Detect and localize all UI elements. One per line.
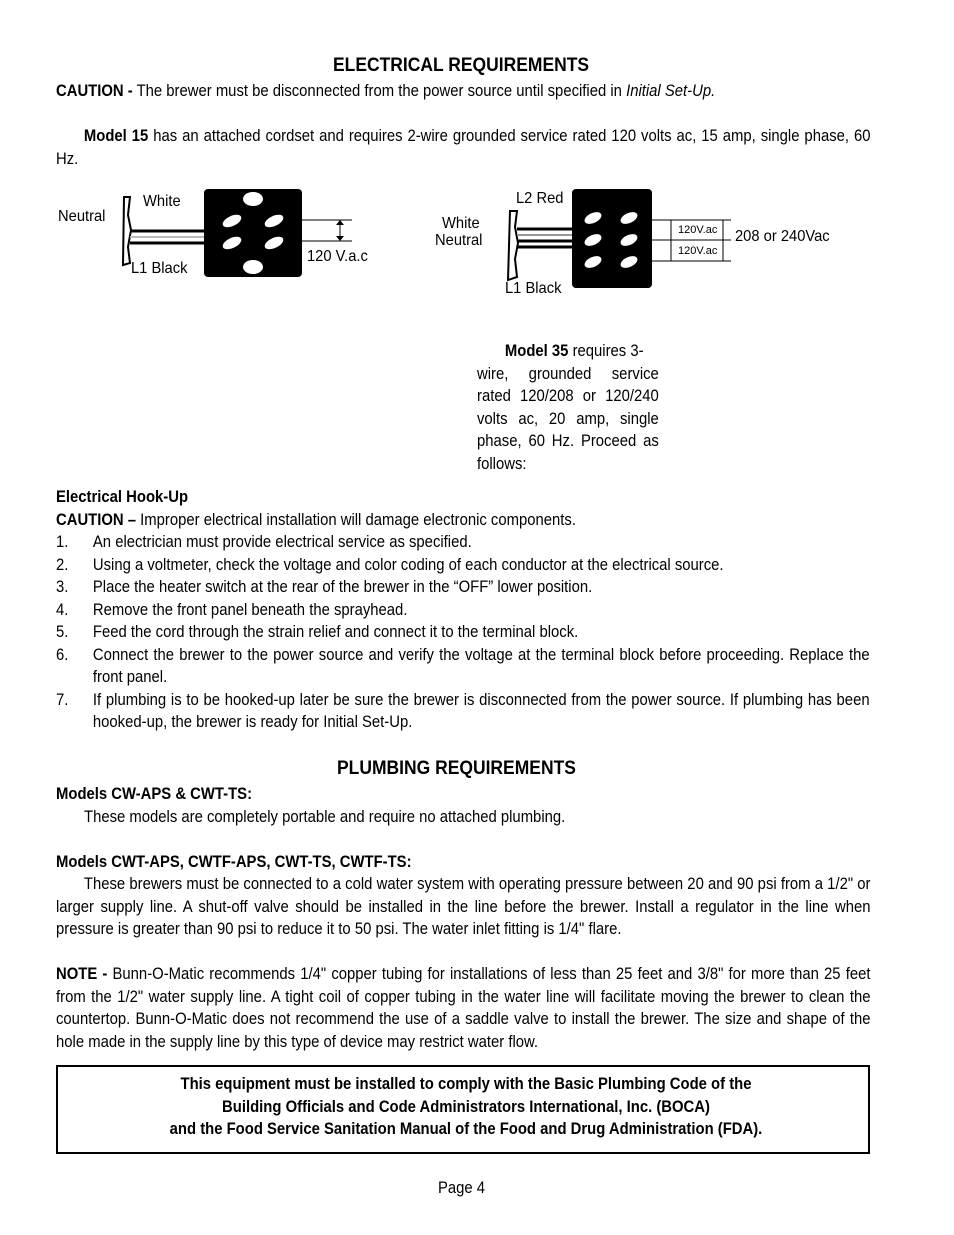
caution-text: The brewer must be disconnected from the power source until specified in [132,82,627,100]
step-text: An electrician must provide electrical service as specified. [92,533,472,551]
diagram2-l1-label: L1 Black [505,280,562,297]
compliance-notice-text [57,1073,876,1141]
step-number: 3. [56,578,69,596]
model35-line-0: requires 3- [568,342,644,360]
hookup-caution-text: Improper electrical installation will damage electronic components. [136,511,576,529]
diagram2-neutral-label: Neutral [435,232,483,249]
hookup-heading: Electrical Hook-Up [56,488,189,506]
diagram1-voltage-label: 120 V.a.c [307,248,368,265]
model35-line-4: phase, 60 Hz. Proceed as [477,432,659,450]
step-number: 5. [56,623,69,641]
diagram2-total-label: 208 or 240Vac [735,228,830,245]
terminal-block-2 [572,189,652,288]
model15-label: Model 15 [83,127,149,145]
model35-paragraph [477,340,659,475]
step-text: Remove the front panel beneath the sprayhead. [92,600,408,619]
step-number: 1. [56,533,69,551]
hookup-caution [56,509,576,532]
model35-line-2: rated 120/208 or 120/240 [477,387,659,405]
plumbing-note-paragraph [56,963,871,1053]
initial-setup-ref: Initial Set-Up. [626,82,716,100]
model35-line-5: follows: [477,454,527,473]
step-number: 7. [56,690,69,709]
plumbing-sub1-text: These models are completely portable and require no attached plumbing. [84,808,566,826]
plumbing-sub2-text: These brewers must be connected to a cold water system with operating pressure between 20 and 90 psi from a 1/2" or larger supply line. A shut-off valve should be installed in the line before the brewer. Install a regulator in the line when pressure is greater than 90 psi to reduce it to 50 psi. The water inlet fitting is 1/4" flare. [56,875,871,938]
diagram2-v1-label: 120V.ac [678,224,718,236]
model35-line-3: volts ac, 20 amp, single [477,409,659,428]
model35-label: Model 35 [504,342,569,360]
diagram1-white-label: White [143,193,181,210]
compliance-line-2: Building Officials and Code Administrators International, Inc. (BOCA) [222,1097,710,1116]
diagram2-v2-label: 120V.ac [678,245,718,257]
diagram1-l1-label: L1 Black [131,260,188,277]
step-number: 2. [56,555,69,574]
caution-label: CAUTION - [56,82,133,100]
diagram2-white-label: White [442,215,480,232]
diagram2-l2-label: L2 Red [516,190,564,207]
note-text: Bunn-O-Matic recommends 1/4" copper tubing for installations of less than 25 feet and 3/8" for more than 25 feet from the 1/2" water supply line. A tight coil of copper tubing in the water line will facilitate moving the brewer to clean the countertop. Bunn-O-Matic does not recommend the use of a saddle valve to install the brewer. The size and shape of the hole made in the supply line by this type of device may restrict water flow. [56,965,871,1051]
plug-outline-left [123,197,131,265]
hookup-steps-list [56,531,871,731]
electrical-requirements-heading: ELECTRICAL REQUIREMENTS [333,55,590,76]
plumbing-sub2-heading: Models CWT-APS, CWTF-APS, CWT-TS, CWTF-TS: [56,853,412,871]
step-text: Feed the cord through the strain relief and connect it to the terminal block. [92,623,579,641]
note-label: NOTE - [56,965,108,983]
plumbing-sub1-heading: Models CW-APS & CWT-TS: [56,785,253,803]
diagram1-neutral-label: Neutral [58,208,106,225]
page-number: Page 4 [438,1179,486,1197]
model15-text: has an attached cordset and requires 2-wire grounded service rated 120 volts ac, 15 amp, single phase, 60 Hz. [56,127,871,168]
caution-paragraph [56,80,715,103]
compliance-line-1: This equipment must be installed to comply with the Basic Plumbing Code of the [180,1075,752,1093]
step-text: Place the heater switch at the rear of the brewer in the “OFF” lower position. [92,578,593,596]
plumbing-requirements-heading: PLUMBING REQUIREMENTS [337,758,576,779]
step-text: Using a voltmeter, check the voltage and color coding of each conductor at the electrical source. [92,555,724,574]
plug-outline-right [508,211,518,280]
model35-line-1: wire, grounded service [477,364,659,383]
step-number: 4. [56,600,69,619]
compliance-line-3: and the Food Service Sanitation Manual of the Food and Drug Administration (FDA). [169,1120,763,1138]
step-text: If plumbing is to be hooked-up later be sure the brewer is disconnected from the power source. If plumbing has been hooked-up, the brewer is ready for Initial Set-Up. [92,690,870,731]
step-text: Connect the brewer to the power source and verify the voltage at the terminal block before proceeding. Replace the front panel. [92,645,870,686]
model15-paragraph [56,125,871,170]
hookup-caution-label: CAUTION – [56,511,137,529]
step-number: 6. [56,645,69,664]
